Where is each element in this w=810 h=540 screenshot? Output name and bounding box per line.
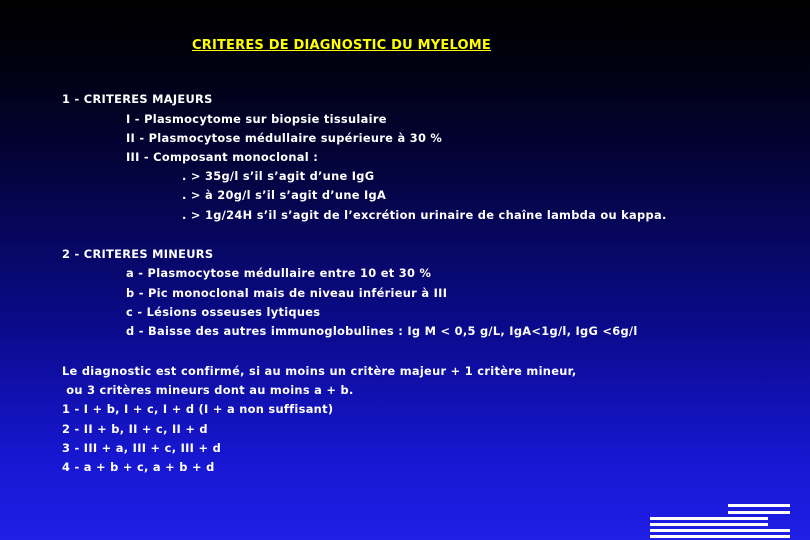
majeurs-heading: 1 - CRITERES MAJEURS — [62, 92, 213, 106]
majeur-subitem-1: . > 35g/l s’il s’agit d’une IgG — [182, 169, 375, 183]
majeur-item-1: I - Plasmocytome sur biopsie tissulaire — [126, 112, 387, 126]
conclusion-line-1: Le diagnostic est confirmé, si au moins un critère majeur + 1 critère mineur, — [62, 364, 577, 378]
stripe — [728, 504, 790, 507]
majeur-subitem-3: . > 1g/24H s’il s’agit de l’excrétion urinaire de chaîne lambda ou kappa. — [182, 208, 667, 222]
stripe — [650, 535, 790, 538]
stripe — [650, 517, 768, 520]
stripe — [728, 511, 790, 514]
mineur-item-d: d - Baisse des autres immunoglobulines : Ig M < 0,5 g/L, IgA<1g/l, IgG <6g/l — [126, 324, 638, 338]
stripe — [650, 529, 790, 532]
majeur-item-2: II - Plasmocytose médullaire supérieure à 30 % — [126, 131, 443, 145]
decorative-stripes — [650, 480, 810, 540]
combination-1: 1 - I + b, I + c, I + d (I + a non suffisant) — [62, 402, 334, 416]
mineurs-heading: 2 - CRITERES MINEURS — [62, 247, 214, 261]
slide-title: CRITERES DE DIAGNOSTIC DU MYELOME — [192, 38, 491, 53]
stripe — [650, 523, 768, 526]
mineur-item-b: b - Pic monoclonal mais de niveau inférieur à III — [126, 286, 448, 300]
mineur-item-c: c - Lésions osseuses lytiques — [126, 305, 321, 319]
combination-2: 2 - II + b, II + c, II + d — [62, 422, 208, 436]
mineur-item-a: a - Plasmocytose médullaire entre 10 et 30 % — [126, 266, 432, 280]
majeur-item-3: III - Composant monoclonal : — [126, 150, 319, 164]
conclusion-line-2: ou 3 critères mineurs dont au moins a + b. — [62, 383, 354, 397]
majeur-subitem-2: . > à 20g/l s’il s’agit d’une IgA — [182, 188, 387, 202]
combination-3: 3 - III + a, III + c, III + d — [62, 441, 222, 455]
combination-4: 4 - a + b + c, a + b + d — [62, 460, 215, 474]
